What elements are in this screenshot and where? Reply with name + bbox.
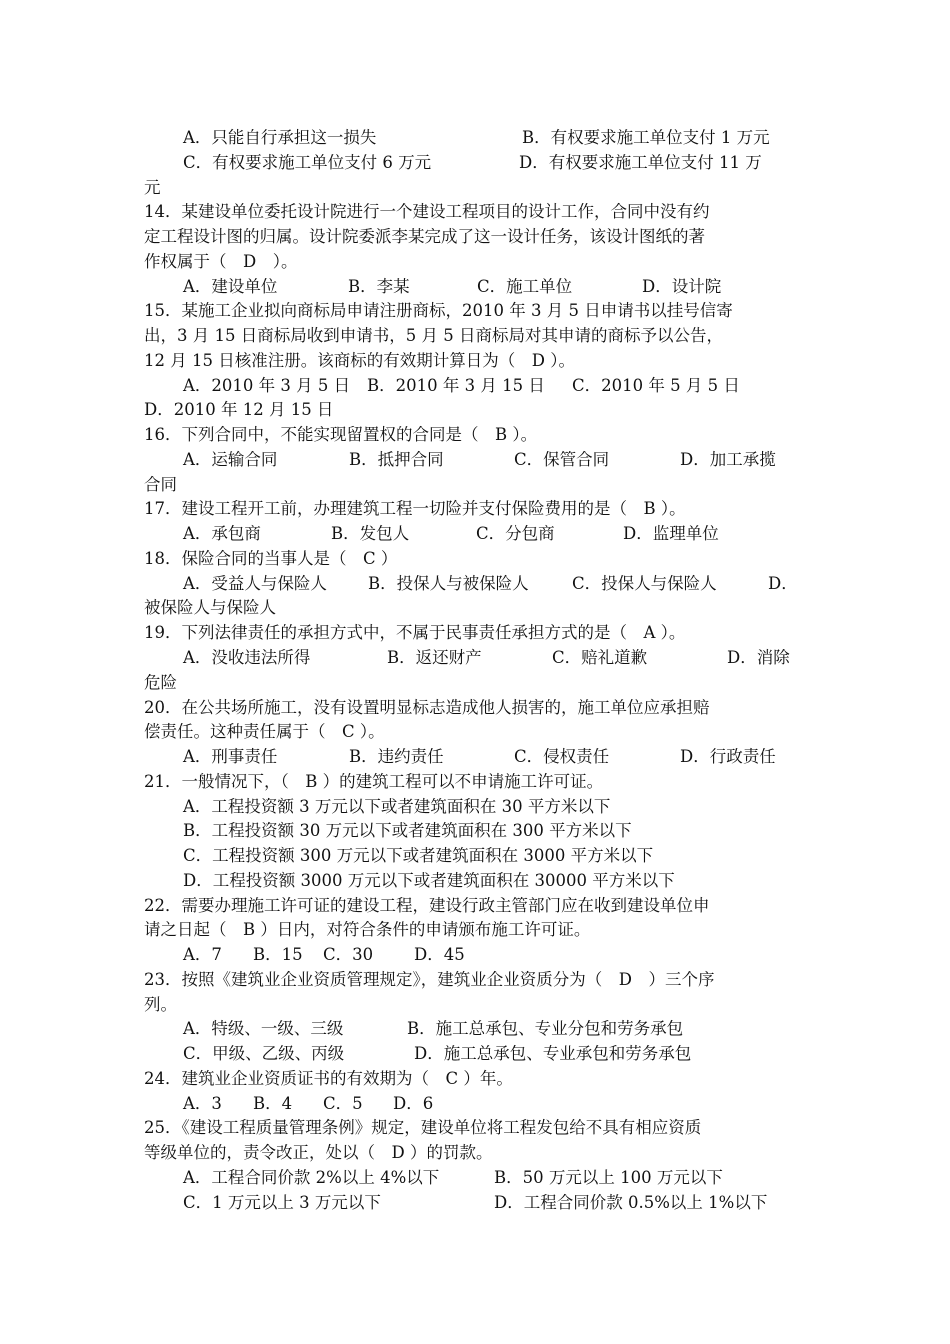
option-text: D．消除 xyxy=(727,648,790,667)
option-text: B．李某 xyxy=(348,276,410,296)
line-text: 被保险人与保险人 xyxy=(144,598,276,618)
option-text: A．3 xyxy=(183,1093,222,1113)
option-text: B．15 xyxy=(253,945,303,965)
line-text: A．工程投资额 3 万元以下或者建筑面积在 30 平方米以下 xyxy=(183,796,611,816)
text-line xyxy=(144,917,804,942)
option-text: B．50 万元以上 100 万元以下 xyxy=(494,1167,723,1187)
line-text: D．2010 年 12 月 15 日 xyxy=(144,400,334,420)
line-text: 24．建筑业企业资质证书的有效期为（ C ）年。 xyxy=(144,1068,513,1088)
line-text: 元 xyxy=(144,177,161,197)
option-text: C．分包商 xyxy=(476,524,555,544)
option-text: C．有权要求施工单位支付 6 万元 xyxy=(183,152,432,172)
line-text: 19．下列法律责任的承担方式中，不属于民事责任承担方式的是（ A ）。 xyxy=(144,623,686,643)
option-text: B．施工总承包、专业分包和劳务承包 xyxy=(407,1019,684,1039)
line-text: 合同 xyxy=(144,474,177,494)
option-text: C．施工单位 xyxy=(477,276,573,296)
line-text: 等级单位的，责令改正，处以（ D ）的罚款。 xyxy=(144,1143,493,1163)
option-text: B．违约责任 xyxy=(349,747,444,766)
text-line xyxy=(144,893,804,918)
text-line xyxy=(144,992,804,1017)
line-text: 18．保险合同的当事人是（ C ） xyxy=(144,548,398,568)
option-text: D． xyxy=(768,573,798,593)
line-text: 12 月 15 日核准注册。该商标的有效期计算日为（ D ）。 xyxy=(144,350,575,370)
text-line xyxy=(144,769,804,794)
text-line xyxy=(183,150,843,175)
line-text: 出，3 月 15 日商标局收到申请书，5 月 5 日商标局对其申请的商标予以公告， xyxy=(144,326,723,346)
text-line xyxy=(183,1041,843,1066)
line-text: 危险 xyxy=(144,672,177,692)
option-text: B．抵押合同 xyxy=(349,449,444,469)
line-text: 25．《建设工程质量管理条例》规定，建设单位将工程发包给不具有相应资质 xyxy=(144,1118,702,1138)
option-text: C．侵权责任 xyxy=(514,747,610,766)
text-line xyxy=(144,323,804,348)
option-text: A．特级、一级、三级 xyxy=(183,1019,344,1039)
text-line xyxy=(183,942,843,967)
text-line xyxy=(144,348,804,373)
line-text: 22．需要办理施工许可证的建设工程，建设行政主管部门应在收到建设单位申 xyxy=(144,895,710,915)
text-line xyxy=(183,744,843,769)
option-text: A．承包商 xyxy=(183,524,261,544)
option-text: B．有权要求施工单位支付 1 万元 xyxy=(522,128,770,147)
text-line xyxy=(144,175,804,200)
text-line xyxy=(144,199,804,224)
option-text: D．有权要求施工单位支付 11 万 xyxy=(519,152,762,172)
line-text: 21．一般情况下，（ B ）的建筑工程可以不申请施工许可证。 xyxy=(144,771,604,791)
option-text: D．6 xyxy=(393,1093,434,1113)
option-text: B．返还财产 xyxy=(387,648,482,667)
line-text: 15．某施工企业拟向商标局申请注册商标，2010 年 3 月 5 日申请书以挂号信寄 xyxy=(144,301,733,321)
text-line xyxy=(183,794,843,819)
line-text: 20．在公共场所施工，没有设置明显标志造成他人损害的，施工单位应承担赔 xyxy=(144,697,710,717)
text-line xyxy=(183,1016,843,1041)
option-text: A．没收违法所得 xyxy=(183,648,311,667)
option-text: A．刑事责任 xyxy=(183,747,278,766)
option-text: D．监理单位 xyxy=(623,524,719,544)
text-line xyxy=(183,1091,843,1116)
text-line xyxy=(144,695,804,720)
option-text: A．受益人与保险人 xyxy=(183,573,327,593)
option-text: C．30 xyxy=(323,945,374,965)
option-text: D．行政责任 xyxy=(680,747,776,766)
option-text: A．只能自行承担这一损失 xyxy=(183,128,377,147)
line-text: 14．某建设单位委托设计院进行一个建设工程项目的设计工作，合同中没有约 xyxy=(144,202,710,222)
line-text: B．工程投资额 30 万元以下或者建筑面积在 300 平方米以下 xyxy=(183,821,632,841)
text-line xyxy=(144,224,804,249)
line-text: 定工程设计图的归属。设计院委派李某完成了这一设计任务，该设计图纸的著 xyxy=(144,227,705,246)
text-line xyxy=(183,125,843,150)
text-line xyxy=(144,1115,804,1140)
option-text: D．施工总承包、专业承包和劳务承包 xyxy=(414,1044,692,1064)
option-text: C．甲级、乙级、丙级 xyxy=(183,1044,345,1064)
option-text: A．工程合同价款 2%以上 4%以下 xyxy=(183,1167,440,1187)
text-line xyxy=(144,595,804,620)
text-line xyxy=(183,645,843,670)
text-line xyxy=(183,373,843,398)
text-line xyxy=(183,571,843,596)
option-text: D．设计院 xyxy=(642,276,722,296)
text-line xyxy=(183,868,843,893)
text-line xyxy=(144,546,804,571)
text-line xyxy=(183,1190,843,1215)
option-text: D．加工承揽 xyxy=(680,449,776,469)
line-text: 23．按照《建筑业企业资质管理规定》，建筑业企业资质分为（ D ）三个序 xyxy=(144,969,715,989)
option-text: C．5 xyxy=(323,1093,363,1113)
text-line xyxy=(144,967,804,992)
line-text: 列。 xyxy=(144,994,177,1014)
option-text: D．45 xyxy=(414,945,465,965)
option-text: C．2010 年 5 月 5 日 xyxy=(572,375,740,395)
text-line xyxy=(144,1066,804,1091)
option-text: C．1 万元以上 3 万元以下 xyxy=(183,1192,381,1212)
option-text: A．2010 年 3 月 5 日 xyxy=(183,375,351,395)
text-line xyxy=(183,818,843,843)
option-text: C．投保人与保险人 xyxy=(572,573,717,593)
line-text: D．工程投资额 3000 万元以下或者建筑面积在 30000 平方米以下 xyxy=(183,870,675,890)
line-text: C．工程投资额 300 万元以下或者建筑面积在 3000 平方米以下 xyxy=(183,846,654,865)
option-text: B．2010 年 3 月 15 日 xyxy=(367,375,545,395)
text-line xyxy=(144,1140,804,1165)
text-line xyxy=(183,274,843,299)
line-text: 请之日起（ B ）日内，对符合条件的申请颁布施工许可证。 xyxy=(144,920,591,940)
text-line xyxy=(144,422,804,447)
text-line xyxy=(183,447,843,472)
text-line xyxy=(144,472,804,497)
option-text: A．7 xyxy=(183,945,222,965)
option-text: B．发包人 xyxy=(331,524,410,544)
option-text: A．建设单位 xyxy=(183,276,278,296)
option-text: A．运输合同 xyxy=(183,449,278,469)
option-text: B．4 xyxy=(253,1093,293,1113)
text-line xyxy=(144,397,804,422)
line-text: 偿责任。这种责任属于（ C ）。 xyxy=(144,722,385,742)
text-line xyxy=(183,1165,843,1190)
option-text: C．赔礼道歉 xyxy=(552,648,648,667)
text-line xyxy=(144,249,804,274)
line-text: 16．下列合同中，不能实现留置权的合同是（ B ）。 xyxy=(144,425,538,445)
line-text: 作权属于（ D ）。 xyxy=(144,251,298,271)
text-line xyxy=(183,843,843,868)
text-line xyxy=(144,719,804,744)
text-line xyxy=(144,298,804,323)
option-text: D．工程合同价款 0.5%以上 1%以下 xyxy=(494,1192,768,1212)
option-text: B．投保人与被保险人 xyxy=(368,573,529,593)
text-line xyxy=(183,521,843,546)
option-text: C．保管合同 xyxy=(514,449,610,469)
text-line xyxy=(144,496,804,521)
text-line xyxy=(144,620,804,645)
line-text: 17．建设工程开工前，办理建筑工程一切险并支付保险费用的是（ B ）。 xyxy=(144,499,686,519)
text-line xyxy=(144,670,804,695)
